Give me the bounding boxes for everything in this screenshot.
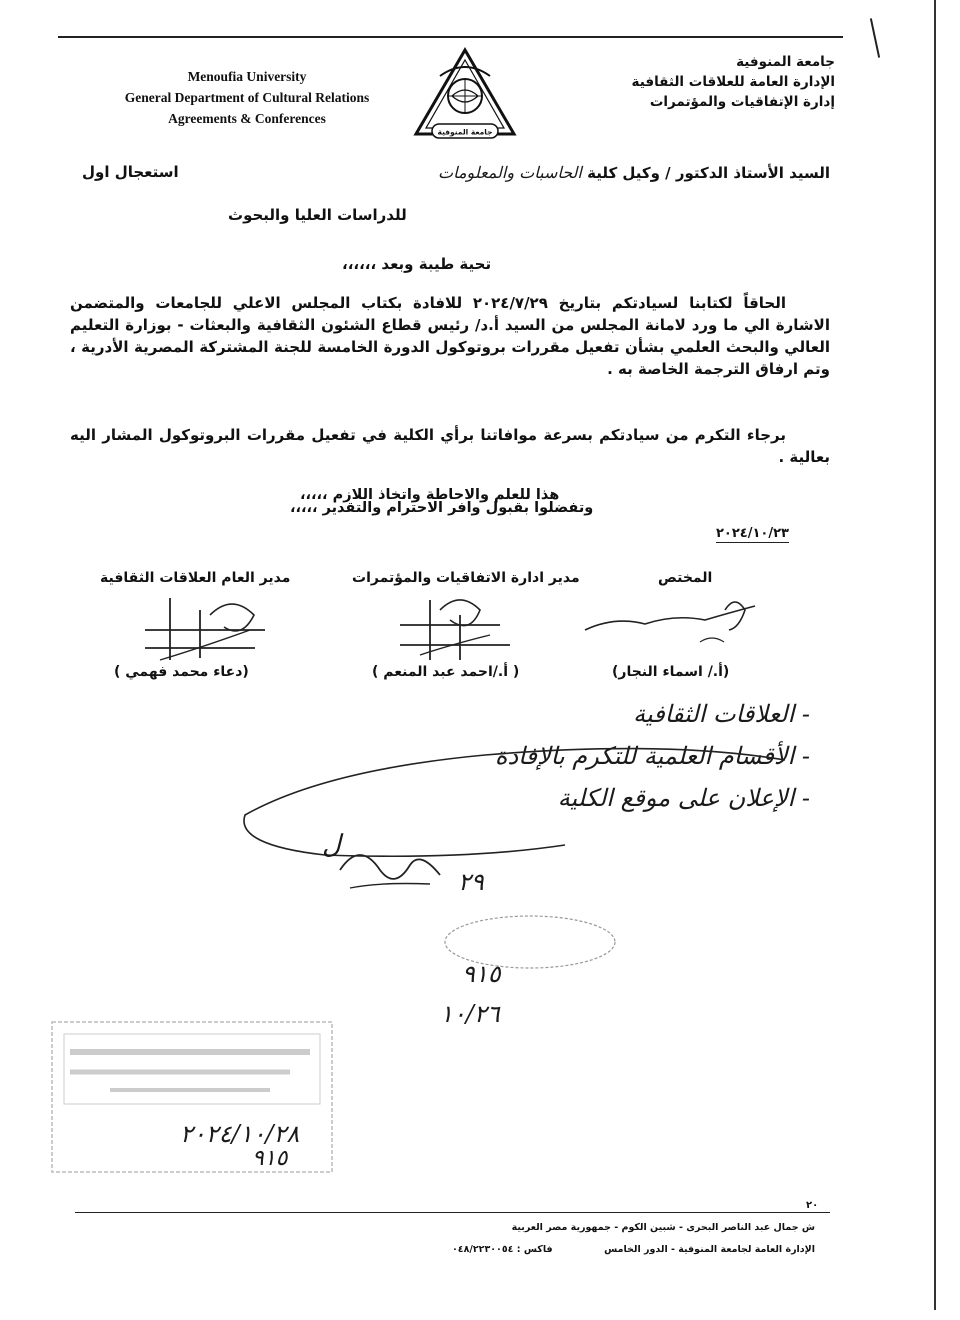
page-marker: ٢٠	[806, 1200, 819, 1211]
university-name-ar: جامعة المنوفية	[736, 54, 835, 70]
addressee-line-2: للدراسات العليا والبحوث	[228, 206, 407, 224]
arabic-letterhead	[575, 52, 835, 112]
handwritten-bracket-loop	[225, 740, 825, 860]
closing-line-1: هذا للعلم والاحاطة واتخاذ اللازم ،،،،،	[300, 487, 560, 503]
footer-fax: فاكس : ٠٤٨/٢٢٣٠٠٥٤	[452, 1244, 553, 1255]
body-paragraph-1: الحاقاً لكتابنا لسيادتكم بتاريخ ٢٠٢٤/٧/٢٩ للافادة بكتاب المجلس الاعلي للجامعات والمتضمن الاشارة الي ما ورد لامانة المجلس من السيد أ.د/ رئيس قطاع الشئون الثقافية والبعثات - بوزارة التعليم العالي والبحث العلمي بشأن تفعيل مقررات بروتوكول الدورة الخامسة للجنة المشتركة المصرية الأدرية ، وتم ارفاق الترجمة الخاصة به .	[70, 294, 830, 378]
handwritten-signature-lower	[330, 830, 450, 900]
stamp-date: ٢٠٢٤/١٠/٢٨	[180, 1120, 300, 1148]
body-paragraph-2: برجاء التكرم من سيادتكم بسرعة موافاتنا برأي الكلية في تفعيل مقررات البروتوكول المشار اليه بعالية .	[70, 426, 830, 466]
department-name-ar: الإدارة العامة للعلاقات الثقافية	[631, 74, 835, 90]
addressee-line	[438, 163, 830, 182]
handwritten-day: ٢٩	[458, 868, 484, 896]
scan-edge-right	[934, 0, 936, 1310]
section-name-ar: إدارة الإتفاقيات والمؤتمرات	[649, 94, 835, 110]
footer-divider	[75, 1212, 830, 1213]
signature-title-manager: مدير ادارة الاتفاقيات والمؤتمرات	[352, 570, 580, 586]
department-name-en: General Department of Cultural Relations	[124, 90, 370, 105]
footer-address: ش جمال عبد الناصر البحرى - شبين الكوم - جمهورية مصر العربية	[511, 1222, 815, 1233]
logo-caption: جامعة المنوفية	[437, 127, 493, 137]
handwritten-note-2: - الأقسام العلمية للتكرم بالإفادة	[494, 742, 810, 770]
addressee-handwritten-faculty: الحاسبات والمعلومات	[438, 163, 582, 182]
letter-date: ٢٠٢٤/١٠/٢٣	[716, 526, 789, 541]
university-logo	[410, 46, 520, 142]
handwritten-note-3: - الإعلان على موقع الكلية	[557, 784, 810, 812]
signature-manager-scribble	[380, 590, 530, 665]
stamp-number: ٩١٥	[252, 1146, 288, 1171]
signature-name-general-manager: (دعاء محمد فهمي )	[114, 664, 249, 680]
footer-location: الإدارة العامة لجامعة المنوفية - الدور الخامس	[604, 1244, 815, 1255]
english-letterhead	[82, 66, 412, 129]
addressee-prefix: السيد الأستاذ الدكتور / وكيل كلية	[587, 164, 830, 182]
signature-title-general-manager: مدير العام العلاقات الثقافية	[100, 570, 291, 586]
closing-line-2: وتفضلوا بقبول وافر الاحترام والتقدير ،،،،،	[290, 500, 594, 516]
signature-name-manager: ( أ./احمد عبد المنعم )	[372, 664, 520, 680]
scan-edge-top	[58, 36, 843, 38]
university-name-en: Menoufia University	[187, 69, 307, 84]
signature-general-manager-scribble	[130, 590, 280, 665]
handwritten-initial: ل	[322, 830, 341, 860]
receipt-number: ٩١٥	[462, 960, 501, 988]
urgent-label: استعجال اول	[82, 163, 179, 181]
signature-specialist-scribble	[575, 590, 785, 660]
signature-name-specialist: (أ./ اسماء النجار)	[612, 664, 730, 680]
receipt-date: ١٠/٢٦	[440, 1000, 500, 1028]
greeting: تحية طيبة وبعد ،،،،،،	[342, 255, 492, 273]
handwritten-note-1: - العلاقات الثقافية	[633, 700, 810, 728]
signature-title-specialist: المختص	[658, 570, 713, 586]
margin-mark	[870, 18, 880, 58]
section-name-en: Agreements & Conferences	[168, 111, 326, 126]
